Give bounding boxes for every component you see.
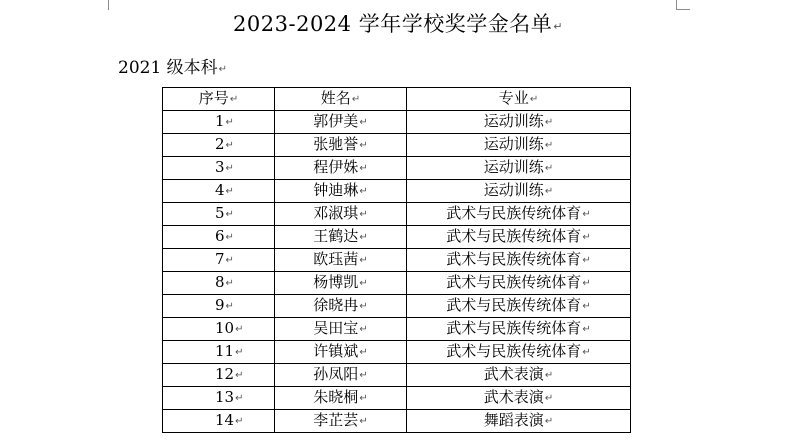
cell-name (275, 180, 407, 203)
cell-mark: ↵ (359, 278, 368, 289)
cell-seq (163, 157, 275, 180)
cell-seq-text: 14 (215, 411, 235, 429)
table-row (163, 249, 631, 272)
table-row (163, 364, 631, 387)
cell-major (407, 410, 631, 433)
cell-seq-text: 1 (215, 112, 225, 130)
cell-major-text: 武术与民族传统体育 (446, 227, 582, 245)
cell-mark: ↵ (544, 163, 554, 174)
cell-mark: ↵ (359, 140, 368, 151)
cell-mark: ↵ (582, 209, 591, 220)
cell-mark: ↵ (359, 416, 368, 427)
cell-seq-text: 12 (215, 365, 235, 383)
cell-mark: ↵ (544, 140, 554, 151)
cell-mark: ↵ (582, 301, 591, 312)
cell-major (407, 341, 631, 364)
cell-mark: ↵ (582, 255, 591, 266)
table-row (163, 272, 631, 295)
cell-name (275, 203, 407, 226)
cell-name-text: 欧珏茜 (313, 250, 359, 268)
cell-mark: ↵ (544, 393, 554, 404)
cell-seq-text: 13 (215, 388, 235, 406)
cell-mark: ↵ (544, 370, 554, 381)
cell-mark: ↵ (225, 278, 234, 289)
cell-seq (163, 272, 275, 295)
cell-name-text: 徐晓冉 (313, 296, 359, 314)
document-title: 2023-2024 学年学校奖学金名单 (233, 12, 553, 36)
cell-major (407, 134, 631, 157)
cell-seq (163, 249, 275, 272)
cell-name-text: 程伊姝 (313, 158, 359, 176)
cell-seq (163, 387, 275, 410)
cell-name-text: 李芷芸 (313, 411, 359, 429)
cell-name (275, 111, 407, 134)
cell-seq (163, 318, 275, 341)
cell-major-text: 武术与民族传统体育 (446, 342, 582, 360)
cell-name-text: 王鹤达 (313, 227, 359, 245)
cell-mark: ↵ (359, 117, 368, 128)
cell-name (275, 226, 407, 249)
cell-major (407, 203, 631, 226)
cell-seq (163, 226, 275, 249)
cell-mark: ↵ (225, 163, 234, 174)
cell-mark: ↵ (359, 393, 368, 404)
cell-name-text: 朱晓桐 (313, 388, 359, 406)
cell-seq-text: 4 (215, 181, 225, 199)
cell-mark: ↵ (582, 232, 591, 243)
cell-mark: ↵ (351, 94, 361, 105)
cell-mark: ↵ (359, 301, 368, 312)
cell-mark: ↵ (229, 94, 239, 105)
cell-major-text: 武术与民族传统体育 (446, 296, 582, 314)
cell-major (407, 249, 631, 272)
cell-major (407, 364, 631, 387)
paragraph-mark: ↵ (218, 64, 228, 75)
cell-mark: ↵ (235, 416, 244, 427)
cell-mark: ↵ (225, 140, 234, 151)
cell-mark: ↵ (582, 278, 591, 289)
cell-mark: ↵ (582, 347, 591, 358)
cell-seq (163, 410, 275, 433)
cell-mark: ↵ (235, 393, 244, 404)
cell-mark: ↵ (359, 347, 368, 358)
table-row (163, 410, 631, 433)
cell-name (275, 341, 407, 364)
table-row (163, 341, 631, 364)
cell-mark: ↵ (359, 324, 368, 335)
cell-major-text: 运动训练 (483, 181, 544, 199)
cell-seq-text: 10 (215, 319, 235, 337)
cell-name-text: 张驰誉 (313, 135, 359, 153)
table-header-row (163, 88, 631, 111)
cell-mark: ↵ (359, 255, 368, 266)
cell-seq (163, 341, 275, 364)
cell-mark: ↵ (544, 416, 554, 427)
cell-major (407, 157, 631, 180)
cell-mark: ↵ (582, 324, 591, 335)
table-row (163, 111, 631, 134)
cell-mark: ↵ (225, 209, 234, 220)
cell-seq (163, 111, 275, 134)
cell-name (275, 387, 407, 410)
cell-mark: ↵ (225, 117, 234, 128)
cell-name (275, 249, 407, 272)
cell-major-text: 武术表演 (483, 365, 544, 383)
cell-name-text: 邓淑琪 (313, 204, 359, 222)
header-major-label: 专业 (498, 89, 529, 107)
cell-major (407, 295, 631, 318)
cell-major (407, 387, 631, 410)
cell-major (407, 111, 631, 134)
header-major (407, 88, 631, 111)
cell-mark: ↵ (544, 186, 554, 197)
cell-major-text: 武术与民族传统体育 (446, 273, 582, 291)
cell-seq-text: 7 (215, 250, 225, 268)
cell-mark: ↵ (359, 186, 368, 197)
header-seq-label: 序号 (198, 89, 229, 107)
header-name-label: 姓名 (320, 89, 351, 107)
cell-name-text: 孙凤阳 (313, 365, 359, 383)
cell-name (275, 318, 407, 341)
section-heading-line (118, 56, 227, 82)
cell-mark: ↵ (359, 370, 368, 381)
cell-major (407, 180, 631, 203)
cell-mark: ↵ (225, 301, 234, 312)
cell-seq (163, 134, 275, 157)
cell-mark: ↵ (225, 186, 234, 197)
cell-major (407, 272, 631, 295)
cell-major-text: 舞蹈表演 (483, 411, 544, 429)
cell-major-text: 武术表演 (483, 388, 544, 406)
cell-mark: ↵ (225, 255, 234, 266)
cell-name (275, 410, 407, 433)
paragraph-mark: ↵ (553, 20, 563, 33)
cell-mark: ↵ (359, 232, 368, 243)
cell-mark: ↵ (529, 94, 539, 105)
cell-mark: ↵ (235, 324, 244, 335)
cell-name-text: 吴田宝 (313, 319, 359, 337)
table-row (163, 157, 631, 180)
cell-mark: ↵ (544, 117, 554, 128)
cell-major (407, 226, 631, 249)
scholarship-table (162, 87, 631, 433)
page-corner-mark-left (98, 0, 109, 10)
cell-major-text: 武术与民族传统体育 (446, 250, 582, 268)
cell-mark: ↵ (359, 163, 368, 174)
cell-name-text: 钟迪琳 (313, 181, 359, 199)
cell-mark: ↵ (235, 347, 244, 358)
cell-seq (163, 180, 275, 203)
cell-name-text: 许镇斌 (313, 342, 359, 360)
cell-seq-text: 2 (215, 135, 225, 153)
cell-seq-text: 3 (215, 158, 225, 176)
table-row (163, 387, 631, 410)
header-seq (163, 88, 275, 111)
cell-seq (163, 203, 275, 226)
document-title-line (0, 10, 796, 41)
cell-name (275, 364, 407, 387)
cell-major-text: 武术与民族传统体育 (446, 204, 582, 222)
cell-name (275, 134, 407, 157)
cell-mark: ↵ (359, 209, 368, 220)
cell-major-text: 运动训练 (483, 135, 544, 153)
cell-seq (163, 295, 275, 318)
cell-major-text: 运动训练 (483, 112, 544, 130)
cell-name (275, 272, 407, 295)
cell-major (407, 318, 631, 341)
cell-name-text: 杨博凯 (313, 273, 359, 291)
cell-seq-text: 11 (215, 342, 235, 360)
cell-name (275, 295, 407, 318)
cell-name-text: 郭伊美 (313, 112, 359, 130)
cell-major-text: 武术与民族传统体育 (446, 319, 582, 337)
table-row (163, 226, 631, 249)
cell-seq (163, 364, 275, 387)
cell-mark: ↵ (235, 370, 244, 381)
section-heading: 2021 级本科 (118, 58, 218, 78)
header-name (275, 88, 407, 111)
table-row (163, 295, 631, 318)
table-row (163, 180, 631, 203)
cell-mark: ↵ (225, 232, 234, 243)
cell-major-text: 运动训练 (483, 158, 544, 176)
cell-name (275, 157, 407, 180)
cell-seq-text: 6 (215, 227, 225, 245)
table-row (163, 203, 631, 226)
cell-seq-text: 5 (215, 204, 225, 222)
table-row (163, 318, 631, 341)
cell-seq-text: 9 (215, 296, 225, 314)
table-body (163, 111, 631, 433)
table-row (163, 134, 631, 157)
cell-seq-text: 8 (215, 273, 225, 291)
